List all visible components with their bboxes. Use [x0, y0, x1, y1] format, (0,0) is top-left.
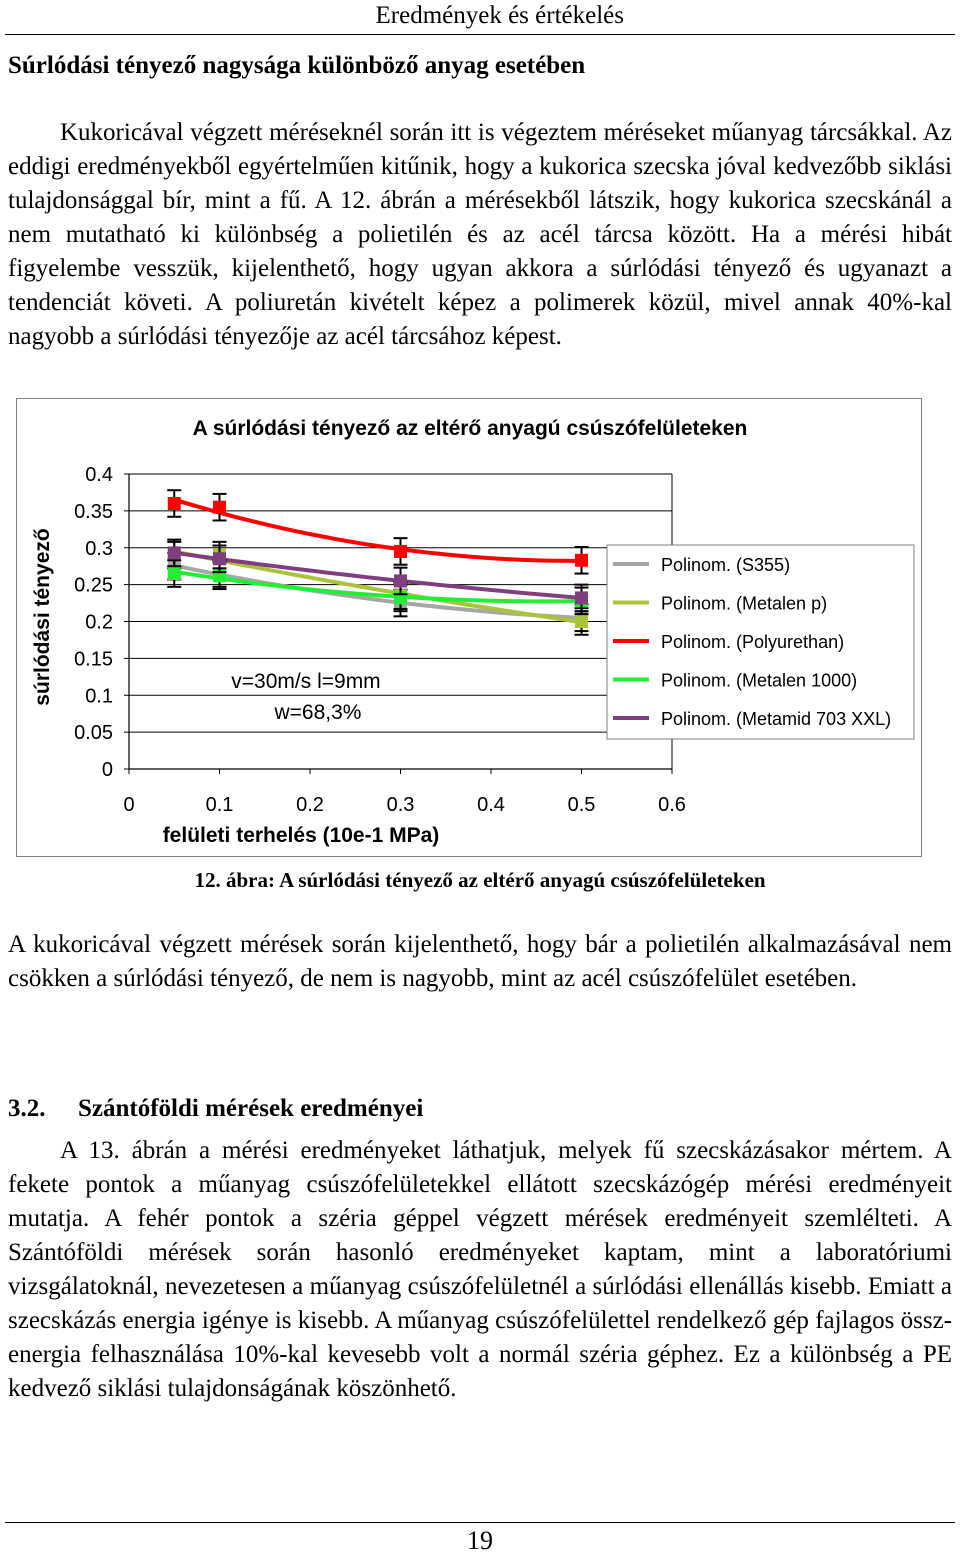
y-tick-label: 0.2: [85, 611, 113, 634]
y-axis-label: súrlódási tényező: [31, 528, 54, 706]
y-tick-label: 0.4: [85, 464, 113, 486]
y-tick-label: 0.15: [74, 648, 113, 671]
y-tick-label: 0.05: [74, 722, 113, 745]
annotation-moisture: w=68,3%: [274, 701, 362, 724]
footer-rule: [5, 1522, 955, 1523]
legend-label: Polinom. (Metalen p): [661, 593, 828, 614]
y-tick-label: 0.25: [74, 574, 113, 597]
data-point: [213, 552, 226, 565]
figure-caption: 12. ábra: A súrlódási tényező az eltérő anyagú csúszófelületeken: [194, 868, 766, 892]
x-tick-label: 0.5: [567, 794, 596, 816]
y-tick-label: 0.1: [85, 685, 113, 708]
x-tick-label: 0.2: [296, 794, 324, 816]
y-tick-label: 0.35: [74, 500, 113, 523]
paragraph-conclusion: A kukoricával végzett mérések során kijelenthető, hogy bár a polietilén alkalmazásával nem csökken a súrlódási tényező, de nem is nagyobb, mint az acél csúszófelület esetében.: [8, 931, 952, 992]
data-point: [168, 497, 181, 510]
chart-svg: [17, 399, 921, 856]
chart-title: A súrlódási tényező az eltérő anyagú csúszófelületeken: [192, 417, 748, 440]
data-point: [213, 501, 226, 514]
y-tick-label: 0: [101, 759, 113, 781]
data-point: [575, 591, 588, 604]
x-tick-label: 0.6: [658, 794, 686, 816]
page-number: 19: [467, 1526, 493, 1555]
data-point: [394, 545, 407, 558]
data-point: [168, 546, 181, 559]
data-point: [168, 567, 181, 580]
subsection-number: 3.2.: [8, 1095, 46, 1122]
annotation-velocity-length: v=30m/s l=9mm: [231, 670, 381, 693]
data-point: [575, 554, 588, 567]
running-head: Eredmények és értékelés: [375, 2, 624, 29]
legend-label: Polinom. (S355): [661, 555, 791, 575]
paragraph-field-results: A 13. ábrán a mérési eredményeket láthatjuk, melyek fű szecskázásakor mértem. A fekete pontok a műanyag csúszófelületekkel ellátott szecskázógép mérési eredményeit mutatja. A fehér pontok a széria géppel végzett mérések eredményeit szemlélteti. A Szántóföldi mérések során hasonló eredményeket kaptam, mint a laboratóriumi vizsgálatoknál, nevezetesen a műanyag csúszófelületnél a súrlódási ellenállás kisebb. Emiatt a szecskázás energia igénye is kisebb. A műanyag csúszófelülettel rendelkező gép fajlagos össz-energia felhasználása 10%-kal kevesebb volt a normál széria géphez. Ez a különbség a PE kedvező siklási tulajdonságának köszönhető.: [8, 1137, 952, 1402]
y-tick-label: 0.3: [85, 537, 113, 560]
x-tick-label: 0.3: [386, 794, 415, 816]
friction-chart: [16, 398, 922, 857]
x-tick-label: 0: [123, 794, 135, 816]
section-heading: Súrlódási tényező nagysága különböző anyag esetében: [8, 52, 586, 79]
data-point: [575, 615, 588, 628]
paragraph-intro: Kukoricával végzett méréseknél során itt is végeztem méréseket műanyag tárcsákkal. Az eddigi eredményekből egyértelműen kitűnik, hogy a kukorica szecska jóval kedvezőbb siklási tulajdonsággal bír, mint a fű. A 12. ábrán a mérésekből látszik, hogy kukorica szecskánál a nem mutatható ki különbség a polietilén és az acél tárcsa között. Ha a mérési hibát figyelembe vesszük, kijelenthető, hogy ugyan akkora a súrlódási tényező és ugyanazt a tendenciát követi. A poliuretán kivételt képez a polimerek közül, mivel annak 40%-kal nagyobb a súrlódási tényezője az acél tárcsához képest.: [8, 119, 952, 350]
legend-label: Polinom. (Polyurethan): [661, 632, 845, 652]
x-axis-label: felületi terhelés (10e-1 MPa): [162, 824, 440, 847]
subsection-title: Szántóföldi mérések eredményei: [78, 1095, 424, 1122]
x-tick-label: 0.1: [205, 794, 234, 816]
header-rule: [5, 34, 955, 35]
subsection-heading: [8, 1093, 423, 1125]
trendline: [174, 500, 581, 561]
legend-label: Polinom. (Metalen 1000): [661, 670, 858, 691]
data-point: [394, 574, 407, 587]
x-tick-label: 0.4: [477, 794, 505, 816]
legend-label: Polinom. (Metamid 703 XXL): [661, 709, 892, 729]
